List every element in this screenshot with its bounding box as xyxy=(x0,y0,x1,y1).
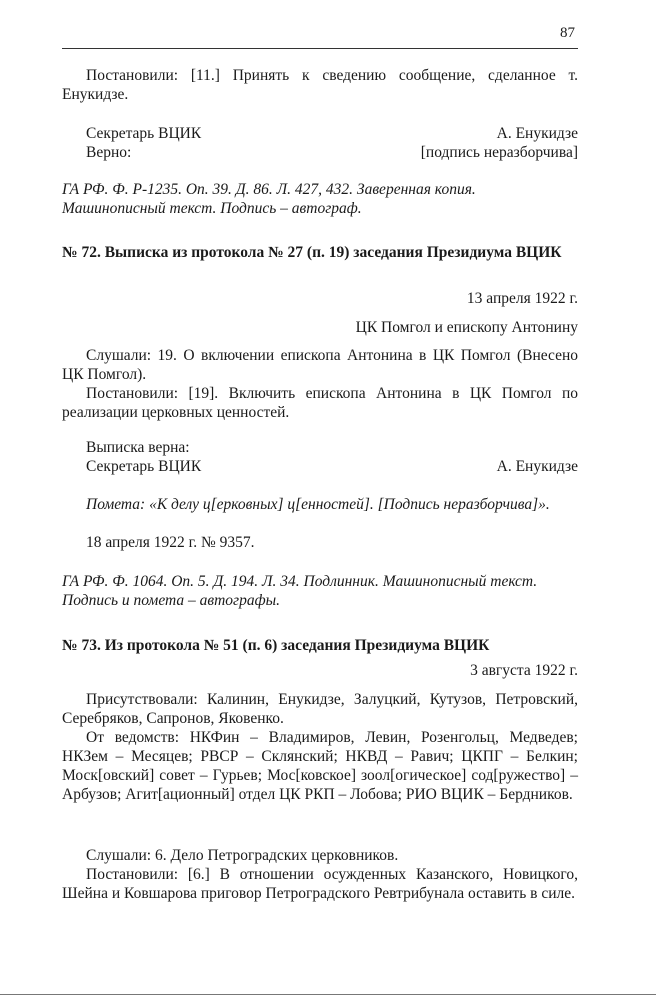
doc73-departments: От ведомств: НКФин – Владимиров, Левин, Розенгольц, Медведев; НКЗем – Месяцев; РВСР – Склянский; НКВД – Равич; ЦКПГ – Белкин; Моск[овский] совет – Гурьев; Мос[ковское] зоол[огическое] сод[ружество] – Арбузов; Агит[ационный] отдел ЦК РКП – Лобова; РИО ВЦИК – Бердников. xyxy=(62,729,578,803)
doc72-signature-block xyxy=(62,438,578,476)
secretary-label: Секретарь ВЦИК xyxy=(86,125,202,142)
secretary-label: Секретарь ВЦИК xyxy=(86,458,202,475)
doc73-attendance xyxy=(62,690,578,804)
top-source-block xyxy=(62,180,578,218)
doc72-reg-block xyxy=(62,533,578,552)
doc73-heard: Слушали: 6. Дело Петроградских церковников. xyxy=(86,847,399,864)
doc72-heading-block xyxy=(62,243,578,262)
secretary-name: А. Енукидзе xyxy=(496,458,578,475)
page-number: 87 xyxy=(560,25,575,41)
signature-note: [подпись неразборчива] xyxy=(420,144,578,161)
doc72-mark: Помета: «К делу ц[ерковных] ц[енностей]. [Подпись неразборчива]». xyxy=(86,496,550,513)
correct-label: Верно: xyxy=(86,144,132,161)
top-resolution: Постановили: [11.] Принять к сведению сообщение, сделанное т. Енукидзе. xyxy=(62,67,578,103)
doc73-heading-block xyxy=(62,636,578,655)
extract-label: Выписка верна: xyxy=(86,439,190,456)
doc72-body xyxy=(62,346,578,422)
top-resolution-block xyxy=(62,66,578,104)
doc72-addressee: ЦК Помгол и епископу Антонину xyxy=(355,319,578,336)
doc73-body xyxy=(62,846,578,903)
doc72-date: 13 апреля 1922 г. xyxy=(466,290,578,307)
doc72-heard: Слушали: 19. О включении епископа Антонина в ЦК Помгол (Внесено ЦК Помгол). xyxy=(62,347,578,383)
doc72-resolved: Постановили: [19]. Включить епископа Антонина в ЦК Помгол по реализации церковных ценностей. xyxy=(62,385,578,421)
document-heading: № 73. Из протокола № 51 (п. 6) заседания Президиума ВЦИК xyxy=(62,637,490,654)
page-bottom-edge xyxy=(0,994,656,995)
doc72-source-block xyxy=(62,572,578,610)
doc72-registration: 18 апреля 1922 г. № 9357. xyxy=(86,534,255,551)
secretary-name: А. Енукидзе xyxy=(496,125,578,142)
doc73-date: 3 августа 1922 г. xyxy=(470,662,578,679)
archive-source: ГА РФ. Ф. 1064. Оп. 5. Д. 194. Л. 34. Подлинник. Машинописный текст. Подпись и помета – автографы. xyxy=(62,573,538,609)
doc73-present: Присутствовали: Калинин, Енукидзе, Залуцкий, Кутузов, Петровский, Серебряков, Сапронов, Яковенко. xyxy=(62,691,578,727)
document-heading: № 72. Выписка из протокола № 27 (п. 19) заседания Президиума ВЦИК xyxy=(62,244,562,261)
header-rule xyxy=(62,48,578,49)
archive-source: ГА РФ. Ф. Р-1235. Оп. 39. Д. 86. Л. 427, 432. Заверенная копия. Машинописный текст. Подпись – автограф. xyxy=(62,181,476,217)
doc73-resolved: Постановили: [6.] В отношении осужденных Казанского, Новицкого, Шейна и Ковшарова приговор Петроградского Ревтрибунала оставить в силе. xyxy=(62,866,578,902)
top-signature-block xyxy=(62,124,578,162)
doc72-mark-block xyxy=(62,495,578,514)
